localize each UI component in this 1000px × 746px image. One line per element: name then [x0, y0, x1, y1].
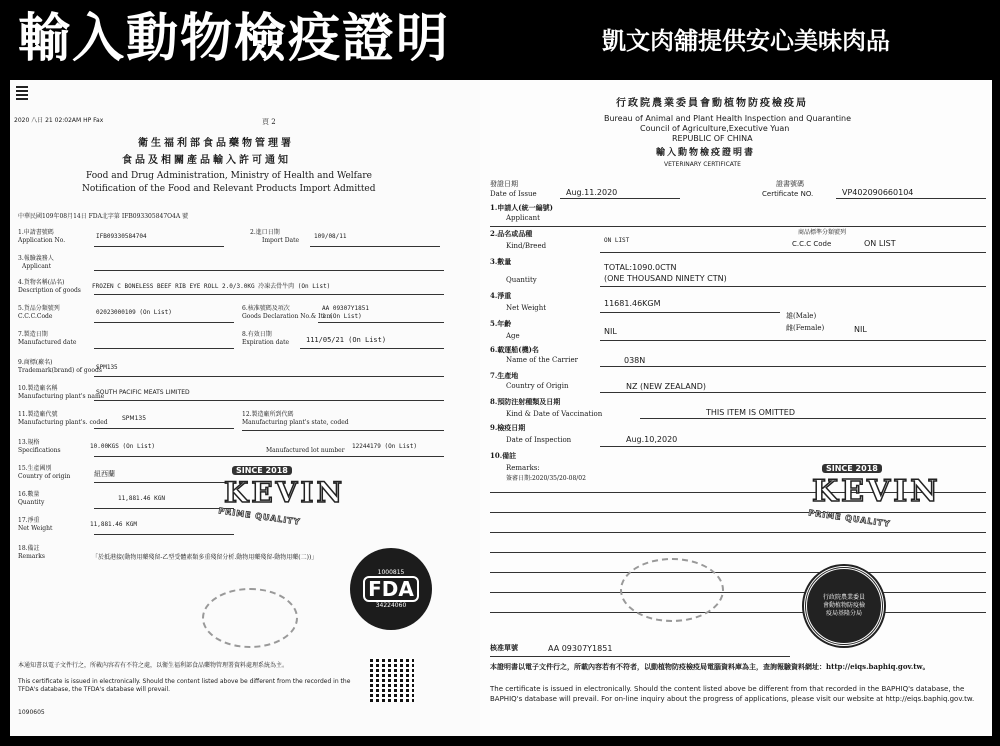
declaration-no: AA 09307Y1851: [322, 305, 369, 312]
field-label-en: Manufactured date: [18, 339, 77, 346]
field-label-en: Application No.: [18, 237, 66, 244]
country-of-origin: 紐西蘭: [94, 470, 115, 478]
footer-en: This certificate is issued in electronically. Should the content listed above be different from the recorded in the TFDA's database, the TFDA's database will prevail.: [18, 678, 351, 693]
banner-title: 輸入動物檢疫證明: [18, 9, 451, 69]
watermark-left: [198, 438, 346, 538]
agency-zh: 衛生福利部食品藥物管理署: [138, 138, 294, 149]
application-no: IFB09330584704: [96, 233, 147, 240]
import-date: 109/08/11: [314, 233, 347, 240]
field-label-en: Kind/Breed: [506, 242, 547, 250]
field-label: 17.淨重: [18, 517, 40, 524]
field-label-en: Net Weight: [506, 304, 547, 312]
field-label: 10.製造廠名稱: [18, 385, 58, 392]
certificate-no: VP402090660104: [842, 188, 914, 197]
declaration-item: 1 (On List): [322, 313, 362, 320]
title-en: Notification of the Food and Relevant Products Import Admitted: [82, 184, 376, 194]
seal-text: 行政院農業委員會動植物防疫檢疫局基隆分局: [822, 594, 865, 617]
title-zh: 食品及相關產品輸入許可通知: [122, 155, 291, 166]
title-en: VETERINARY CERTIFICATE: [664, 161, 741, 168]
approval-value: AA 09307Y1851: [548, 644, 613, 653]
sex-value: NIL: [854, 325, 867, 334]
footer-zh: 本證明書以電子文件行之，所載內容若有不符者，以動植物防疫檢疫局電腦資料庫為主，查詢報驗資料網址：http://eiqs.baphiq.gov.tw。: [490, 662, 930, 671]
field-label: 2.進口日期: [250, 229, 280, 236]
field-label: 13.規格: [18, 439, 40, 446]
fda-seal-serial: 34224060: [375, 602, 407, 609]
date-of-issue: Aug.11.2020: [566, 188, 618, 197]
field-label: 7.製造日期: [18, 331, 48, 338]
qr-corner-icon: [16, 86, 28, 100]
watermark-right: [784, 434, 941, 540]
field-label-en: Country of origin: [18, 473, 71, 480]
kind-breed: ON LIST: [604, 237, 630, 244]
inspection-date: Aug.10,2020: [626, 435, 678, 444]
agency-en: Food and Drug Administration, Ministry of Health and Welfare: [86, 171, 373, 181]
date-issue-label-en: Date of Issue: [490, 190, 537, 198]
field-label-en: Country of Origin: [506, 382, 569, 390]
age: NIL: [604, 327, 617, 336]
field-label-en: Manufacturing plant's state, coded: [242, 419, 349, 426]
field-label-en: Expiration date: [242, 339, 290, 346]
field-label: 2.品名或品種: [490, 229, 533, 238]
baphiq-seal: [804, 566, 884, 646]
watermark-brand: KEVIN: [812, 474, 941, 509]
ccc-label: 商品標準分類號列: [798, 229, 847, 236]
sex-female: 雌(Female): [786, 324, 825, 332]
country-of-origin: NZ (NEW ZEALAND): [626, 382, 707, 391]
field-label-en: Quantity: [18, 499, 45, 506]
field-label-en: Remarks:: [506, 464, 540, 472]
field-label-en: Applicant: [22, 263, 52, 270]
sex-male: 雄(Male): [786, 312, 817, 320]
field-label: 12.製造廠所到代碼: [242, 411, 294, 418]
field-label-en: Name of the Carrier: [506, 356, 578, 364]
watermark-tagline: PRIME QUALITY: [807, 508, 892, 529]
quantity-total: TOTAL:1090.0CTN: [604, 263, 677, 272]
cert-no-label-en: Certificate NO.: [762, 190, 814, 198]
field-label-en: Remarks: [18, 553, 45, 560]
field-label-en: Age: [506, 332, 520, 340]
field-label-en: Applicant: [506, 214, 540, 222]
net-weight: 11681.46KGM: [604, 299, 661, 308]
banner-subtitle: 凱文肉舖提供安心美味肉品: [602, 27, 890, 55]
field-label: 3.報驗義務人: [18, 255, 54, 262]
fax-header: 2020 八日 21 02:02AM HP Fax: [14, 117, 104, 124]
approval-label: 核准單號: [490, 643, 518, 652]
remarks: 簽審日期:2020/35/20-08/02: [506, 475, 586, 482]
field-label: 6.載運船(機)名: [490, 345, 539, 354]
footer-zh: 本通知書以電子文件行之，所載內容若有不符之處，以衛生福利部食品藥物管理署資料處理系統為主。: [18, 662, 289, 669]
field-label: 8.有效日期: [242, 331, 272, 338]
title-zh: 輸入動物檢疫證明書: [656, 148, 756, 158]
ccc-code: 02023000109 (On List): [96, 309, 172, 316]
trademark: SPM135: [96, 364, 118, 371]
field-label: 16.數量: [18, 491, 40, 498]
agency-en: Bureau of Animal and Plant Health Inspection and Quarantine: [604, 114, 852, 123]
watermark-since: SINCE 2018: [232, 466, 292, 475]
footer-en: The certificate is issued in electronically. Should the content listed above be different from that recorded in the BAPHIQ's database, the BAPHIQ's database will prevail. For on-line inquiry about the progress of applications, please visit our website at http://eiqs.baphiq.gov.tw.: [490, 685, 975, 703]
specifications: 10.00KGS (On List): [90, 443, 156, 450]
net-weight: 11,881.46 KGM: [90, 521, 137, 528]
ccc-value: ON LIST: [864, 239, 896, 248]
faded-stamp: [202, 588, 298, 648]
field-label-en: Description of goods: [18, 287, 81, 294]
field-label: 4.淨重: [490, 291, 512, 300]
date-issue-label: 發證日期: [490, 180, 518, 188]
fda-seal-text: FDA: [363, 576, 419, 602]
cert-no-label: 證書號碼: [776, 180, 804, 188]
field-label-en: Kind & Date of Vaccination: [506, 410, 603, 418]
agency-zh: 行政院農業委員會動植物防疫檢疫局: [616, 98, 808, 109]
field-label: 1.申請人(統一編號): [490, 203, 553, 212]
quantity: 11,881.46 KGN: [118, 495, 165, 502]
field-label-en: Manufactured lot number: [266, 447, 345, 454]
field-label: 15.生產國別: [18, 465, 52, 472]
field-label: 1.申請書號碼: [18, 229, 54, 236]
watermark-brand: KEVIN: [224, 476, 346, 509]
plant-name: SOUTH PACIFIC MEATS LIMITED: [96, 389, 190, 396]
field-label-en: Specifications: [18, 447, 61, 454]
field-label: 5.貨品分類號列: [18, 305, 60, 312]
field-label: 9.檢疫日期: [490, 423, 526, 432]
field-label-en: Date of Inspection: [506, 436, 572, 444]
veterinary-certificate: [480, 80, 992, 736]
plant-code: SPM135: [122, 415, 147, 422]
qr-code-icon: [370, 658, 414, 702]
country: REPUBLIC OF CHINA: [672, 134, 753, 143]
field-label: 5.年齡: [490, 319, 512, 328]
field-label: 7.生產地: [490, 371, 519, 380]
faded-stamp: [620, 558, 724, 622]
field-label-en: C.C.C.Code: [18, 313, 53, 320]
quantity-words: (ONE THOUSAND NINETY CTN): [604, 274, 727, 283]
watermark-tagline: PRIME QUALITY: [217, 506, 302, 527]
field-label-en: Trademark(brand) of goods: [18, 367, 102, 374]
field-label-en: Import Date: [262, 237, 300, 244]
field-label-en: Manufacturing plant's. coded: [18, 419, 108, 426]
watermark-since: SINCE 2018: [822, 464, 882, 473]
field-label: 9.商標(廠名): [18, 359, 53, 366]
fda-seal: [350, 548, 432, 630]
footer-code: 1090605: [18, 709, 45, 716]
field-label: 4.貨物名稱(品名): [18, 279, 65, 286]
field-label-en: Net Weight: [18, 525, 53, 532]
page-number: 頁 2: [262, 118, 276, 126]
vaccination: THIS ITEM IS OMITTED: [706, 408, 796, 417]
field-label-en: Quantity: [506, 276, 537, 284]
carrier: 038N: [624, 356, 646, 365]
field-label-en: Manufacturing plant's name: [18, 393, 105, 400]
fda-seal-code: 1000815: [377, 569, 405, 576]
reference-line: 中華民國109年08月14日 FDA北字第 IFB093305847O4A 號: [18, 213, 189, 220]
field-label-en: Goods Declaration No.& Item: [242, 313, 333, 320]
ccc-label-en: C.C.C Code: [792, 240, 832, 248]
fda-import-notification: [10, 80, 486, 736]
lot-number: 12244179 (On List): [352, 443, 418, 450]
goods-description: FROZEN C BONELESS BEEF RIB EYE ROLL 2.0/3.0KG 冷凍去骨牛肉 (On List): [92, 283, 331, 290]
council: Council of Agriculture,Executive Yuan: [640, 124, 790, 133]
field-label: 6.核准號碼及項次: [242, 305, 290, 312]
field-label: 3.數量: [490, 257, 512, 266]
expiration-date: 111/05/21 (On List): [306, 336, 387, 344]
field-label: 11.製造廠代號: [18, 411, 58, 418]
field-label: 18.備註: [18, 545, 40, 552]
field-label: 8.預防注射種類及日期: [490, 397, 561, 406]
top-banner: [0, 0, 1000, 80]
field-label: 10.備註: [490, 451, 517, 460]
remarks: 「於抵港接(動物用藥殘留-乙型受體素類多重殘留分析.動物用藥殘留-動物用藥(二))」: [92, 554, 318, 561]
